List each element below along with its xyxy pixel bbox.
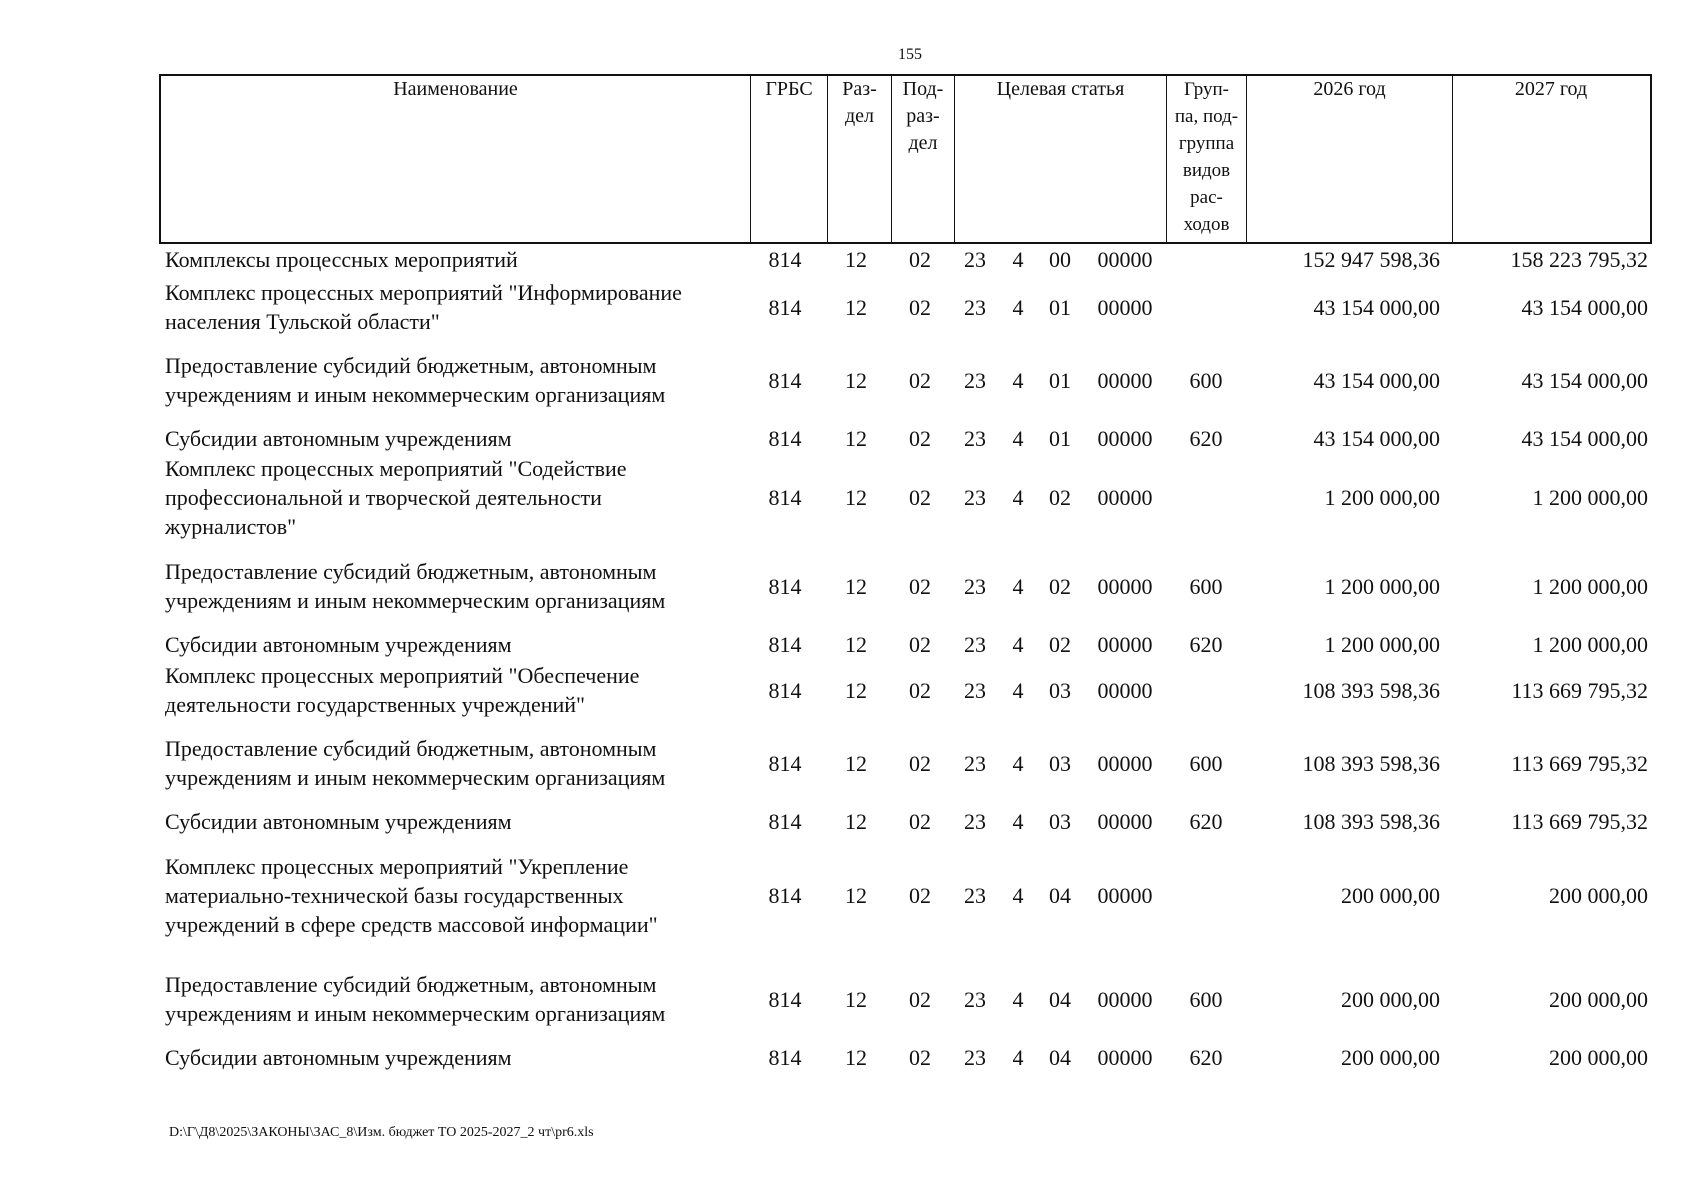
cell-2026: 108 393 598,36 — [1302, 677, 1440, 703]
cell-target-4: 00000 — [1097, 294, 1153, 320]
cell-target-2: 4 — [1012, 883, 1024, 908]
cell-grbs: 814 — [768, 677, 802, 703]
cell-target-4: 00000 — [1097, 485, 1153, 510]
cell-target-3: 03 — [1049, 750, 1071, 776]
cell-target-1: 23 — [964, 986, 986, 1012]
cell-2027: 43 154 000,00 — [1521, 426, 1648, 451]
cell-2026: 108 393 598,36 — [1302, 809, 1440, 834]
cell-target-2: 4 — [1012, 677, 1024, 703]
cell-target-3: 04 — [1049, 883, 1071, 908]
cell-target-2: 4 — [1012, 750, 1024, 776]
file-path: D:\Г\Д8\2025\ЗАКОНЫ\ЗАС_8\Изм. бюджет ТО 2025-2027_2 чт\pr6.xls — [169, 1125, 594, 1140]
cell-target-3: 04 — [1049, 986, 1071, 1012]
cell-target-1: 23 — [964, 677, 986, 703]
cell-2027: 1 200 000,00 — [1532, 632, 1648, 657]
cell-target-4: 00000 — [1097, 367, 1153, 393]
header-grbs: ГРБС — [751, 76, 828, 242]
cell-razdel: 12 — [845, 247, 867, 272]
cell-podrazdel: 02 — [909, 809, 931, 834]
cell-2026: 43 154 000,00 — [1313, 294, 1440, 320]
header-group: Груп- па, под- группа видов рас- ходов — [1167, 76, 1247, 242]
cell-podrazdel: 02 — [909, 677, 931, 703]
cell-razdel: 12 — [845, 485, 867, 510]
cell-name: Комплексы процессных мероприятий — [165, 247, 518, 272]
cell-2027: 1 200 000,00 — [1532, 485, 1648, 510]
cell-target-4: 00000 — [1097, 883, 1153, 908]
cell-group: 600 — [1189, 367, 1223, 393]
cell-target-2: 4 — [1012, 294, 1024, 320]
cell-name: Предоставление субсидий бюджетным, автономным учреждениям и иным некоммерческим организациям — [165, 736, 666, 790]
cell-2027: 113 669 795,32 — [1511, 677, 1648, 703]
cell-podrazdel: 02 — [909, 426, 931, 451]
cell-2027: 113 669 795,32 — [1511, 809, 1648, 834]
cell-target-1: 23 — [964, 426, 986, 451]
cell-2026: 43 154 000,00 — [1313, 426, 1440, 451]
cell-target-3: 03 — [1049, 677, 1071, 703]
cell-razdel: 12 — [845, 573, 867, 599]
cell-target-2: 4 — [1012, 426, 1024, 451]
cell-target-3: 02 — [1049, 573, 1071, 599]
cell-podrazdel: 02 — [909, 883, 931, 908]
cell-name: Комплекс процессных мероприятий "Содействие профессиональной и творческой деятельности журналистов" — [165, 456, 627, 539]
cell-grbs: 814 — [768, 986, 802, 1012]
cell-podrazdel: 02 — [909, 247, 931, 272]
cell-target-4: 00000 — [1097, 986, 1153, 1012]
cell-2026: 200 000,00 — [1341, 1045, 1440, 1070]
cell-grbs: 814 — [768, 573, 802, 599]
cell-name: Комплекс процессных мероприятий "Информирование населения Тульской области" — [165, 280, 682, 334]
cell-2027: 43 154 000,00 — [1521, 294, 1648, 320]
cell-name: Субсидии автономным учреждениям — [165, 1045, 512, 1070]
cell-target-1: 23 — [964, 247, 986, 272]
cell-podrazdel: 02 — [909, 367, 931, 393]
cell-group: 620 — [1189, 809, 1223, 834]
cell-name: Предоставление субсидий бюджетным, автономным учреждениям и иным некоммерческим организациям — [165, 353, 666, 407]
cell-target-1: 23 — [964, 883, 986, 908]
cell-target-1: 23 — [964, 294, 986, 320]
cell-podrazdel: 02 — [909, 1045, 931, 1070]
cell-target-1: 23 — [964, 632, 986, 657]
cell-podrazdel: 02 — [909, 750, 931, 776]
cell-group: 600 — [1189, 573, 1223, 599]
cell-name: Комплекс процессных мероприятий "Обеспечение деятельности государственных учреждений" — [165, 663, 640, 717]
cell-razdel: 12 — [845, 294, 867, 320]
header-2026: 2026 год — [1247, 76, 1453, 242]
cell-grbs: 814 — [768, 294, 802, 320]
cell-grbs: 814 — [768, 426, 802, 451]
cell-2026: 152 947 598,36 — [1302, 247, 1440, 272]
header-2027: 2027 год — [1514, 78, 1588, 100]
cell-grbs: 814 — [768, 883, 802, 908]
cell-podrazdel: 02 — [909, 986, 931, 1012]
cell-target-4: 00000 — [1097, 677, 1153, 703]
cell-2027: 158 223 795,32 — [1510, 247, 1648, 272]
header-podrazdel: Под- раз- дел — [892, 76, 955, 242]
cell-target-1: 23 — [964, 485, 986, 510]
cell-target-1: 23 — [964, 1045, 986, 1070]
cell-group: 620 — [1189, 632, 1223, 657]
cell-group: 600 — [1189, 986, 1223, 1012]
cell-target-1: 23 — [964, 809, 986, 834]
cell-target-4: 00000 — [1097, 426, 1153, 451]
cell-target-4: 00000 — [1097, 632, 1153, 657]
cell-name: Субсидии автономным учреждениям — [165, 632, 512, 657]
cell-target-2: 4 — [1012, 367, 1024, 393]
cell-podrazdel: 02 — [909, 485, 931, 510]
header-target: Целевая статья — [955, 76, 1167, 242]
cell-2026: 1 200 000,00 — [1324, 632, 1440, 657]
cell-group: 620 — [1189, 426, 1223, 451]
cell-2027: 200 000,00 — [1549, 1045, 1648, 1070]
cell-razdel: 12 — [845, 1045, 867, 1070]
cell-razdel: 12 — [845, 883, 867, 908]
cell-2026: 43 154 000,00 — [1313, 367, 1440, 393]
cell-podrazdel: 02 — [909, 573, 931, 599]
cell-target-1: 23 — [964, 750, 986, 776]
cell-grbs: 814 — [768, 247, 802, 272]
cell-target-2: 4 — [1012, 573, 1024, 599]
cell-target-2: 4 — [1012, 632, 1024, 657]
cell-group: 620 — [1189, 1045, 1223, 1070]
cell-grbs: 814 — [768, 809, 802, 834]
cell-target-2: 4 — [1012, 247, 1024, 272]
cell-group: 600 — [1189, 750, 1223, 776]
cell-grbs: 814 — [768, 750, 802, 776]
cell-name: Предоставление субсидий бюджетным, автономным учреждениям и иным некоммерческим организациям — [165, 559, 666, 613]
cell-name: Субсидии автономным учреждениям — [165, 426, 512, 451]
cell-target-3: 04 — [1049, 1045, 1071, 1070]
cell-razdel: 12 — [845, 986, 867, 1012]
cell-podrazdel: 02 — [909, 294, 931, 320]
cell-target-2: 4 — [1012, 809, 1024, 834]
cell-target-3: 00 — [1049, 247, 1071, 272]
cell-2027: 113 669 795,32 — [1511, 750, 1648, 776]
header-name: Наименование — [161, 76, 751, 242]
cell-target-2: 4 — [1012, 1045, 1024, 1070]
cell-target-1: 23 — [964, 367, 986, 393]
cell-target-3: 02 — [1049, 632, 1071, 657]
cell-grbs: 814 — [768, 632, 802, 657]
cell-name: Предоставление субсидий бюджетным, автономным учреждениям и иным некоммерческим организациям — [165, 972, 666, 1026]
header-razdel: Раз- дел — [828, 76, 892, 242]
cell-target-1: 23 — [964, 573, 986, 599]
cell-target-3: 01 — [1049, 294, 1071, 320]
cell-target-3: 01 — [1049, 426, 1071, 451]
cell-razdel: 12 — [845, 367, 867, 393]
cell-target-4: 00000 — [1097, 750, 1153, 776]
cell-grbs: 814 — [768, 1045, 802, 1070]
cell-2026: 108 393 598,36 — [1302, 750, 1440, 776]
cell-2026: 1 200 000,00 — [1324, 485, 1440, 510]
cell-2026: 200 000,00 — [1341, 986, 1440, 1012]
cell-razdel: 12 — [845, 809, 867, 834]
cell-podrazdel: 02 — [909, 632, 931, 657]
cell-target-3: 02 — [1049, 485, 1071, 510]
cell-target-4: 00000 — [1097, 573, 1153, 599]
cell-target-4: 00000 — [1097, 247, 1153, 272]
cell-2026: 200 000,00 — [1341, 883, 1440, 908]
cell-2027: 200 000,00 — [1549, 883, 1648, 908]
cell-name: Комплекс процессных мероприятий "Укрепление материально-технической базы государственных учреждений в сфере средств массовой информации" — [165, 854, 658, 937]
page-number: 155 — [898, 46, 922, 63]
cell-target-4: 00000 — [1097, 1045, 1153, 1070]
cell-razdel: 12 — [845, 677, 867, 703]
cell-target-3: 01 — [1049, 367, 1071, 393]
cell-grbs: 814 — [768, 485, 802, 510]
cell-target-2: 4 — [1012, 986, 1024, 1012]
cell-razdel: 12 — [845, 750, 867, 776]
cell-grbs: 814 — [768, 367, 802, 393]
cell-2026: 1 200 000,00 — [1324, 573, 1440, 599]
cell-name: Субсидии автономным учреждениям — [165, 809, 512, 834]
cell-2027: 1 200 000,00 — [1532, 573, 1648, 599]
cell-razdel: 12 — [845, 632, 867, 657]
cell-2027: 43 154 000,00 — [1521, 367, 1648, 393]
cell-target-3: 03 — [1049, 809, 1071, 834]
cell-razdel: 12 — [845, 426, 867, 451]
cell-2027: 200 000,00 — [1549, 986, 1648, 1012]
cell-target-4: 00000 — [1097, 809, 1153, 834]
cell-target-2: 4 — [1012, 485, 1024, 510]
